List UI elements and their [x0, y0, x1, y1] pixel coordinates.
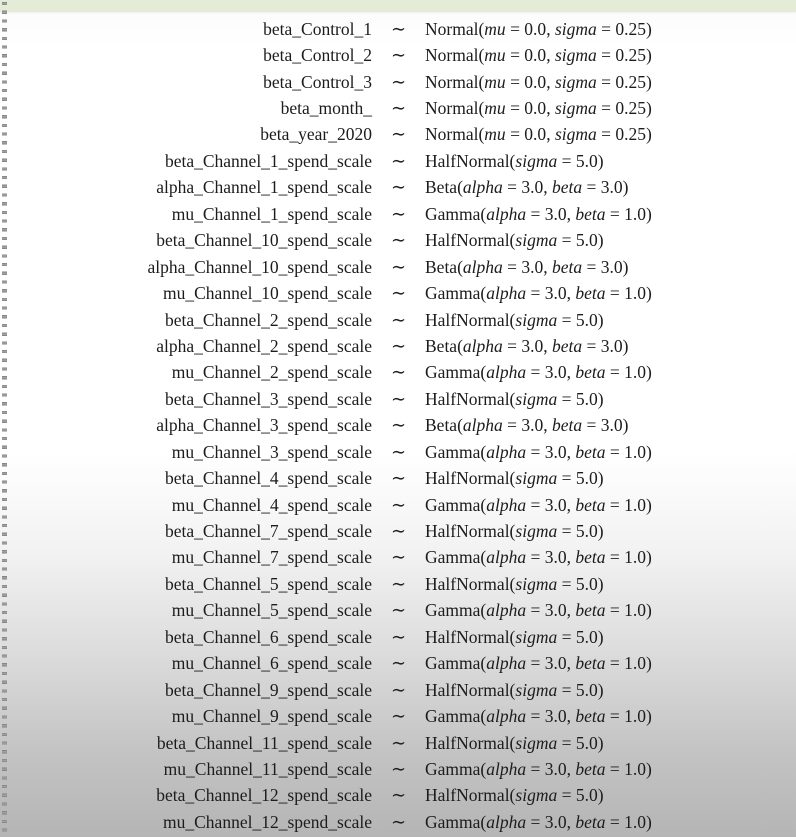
distribution-expression: HalfNormal(sigma = 5.0)	[425, 150, 604, 171]
distribution-expression: HalfNormal(sigma = 5.0)	[425, 309, 604, 330]
distribution-expression: Beta(alpha = 3.0, beta = 3.0)	[425, 335, 629, 356]
distribution-expression: HalfNormal(sigma = 5.0)	[425, 573, 604, 594]
model-spec-row	[0, 386, 796, 412]
model-spec-row	[0, 16, 796, 42]
variable-name: alpha_Channel_3_spend_scale	[156, 415, 372, 436]
tilde-symbol: ∼	[390, 362, 407, 383]
tilde-symbol: ∼	[390, 494, 407, 515]
variable-name: mu_Channel_4_spend_scale	[171, 494, 372, 515]
variable-name: beta_year_2020	[260, 124, 372, 145]
variable-name: beta_Channel_3_spend_scale	[164, 388, 372, 409]
distribution-expression: Normal(mu = 0.0, sigma = 0.25)	[425, 98, 652, 119]
model-spec-row	[0, 624, 796, 650]
distribution-expression: HalfNormal(sigma = 5.0)	[425, 388, 604, 409]
tilde-symbol: ∼	[390, 547, 407, 568]
distribution-expression: HalfNormal(sigma = 5.0)	[425, 521, 604, 542]
model-spec-row	[0, 703, 796, 729]
model-spec-row	[0, 254, 796, 280]
model-spec-row	[0, 333, 796, 359]
model-spec-row	[0, 95, 796, 121]
variable-name: beta_Channel_11_spend_scale	[156, 732, 372, 753]
tilde-symbol: ∼	[390, 18, 407, 39]
distribution-expression: Gamma(alpha = 3.0, beta = 1.0)	[425, 706, 652, 727]
variable-name: mu_Channel_10_spend_scale	[163, 283, 372, 304]
tilde-symbol: ∼	[390, 388, 407, 409]
model-spec-row	[0, 307, 796, 333]
variable-name: mu_Channel_12_spend_scale	[163, 811, 372, 832]
variable-name: mu_Channel_11_spend_scale	[163, 758, 372, 779]
distribution-expression: Normal(mu = 0.0, sigma = 0.25)	[425, 45, 652, 66]
variable-name: beta_Channel_4_spend_scale	[164, 468, 372, 489]
tilde-symbol: ∼	[390, 521, 407, 542]
model-spec-list	[0, 16, 796, 836]
tilde-symbol: ∼	[390, 600, 407, 621]
distribution-expression: Gamma(alpha = 3.0, beta = 1.0)	[425, 653, 652, 674]
model-spec-row	[0, 756, 796, 782]
tilde-symbol: ∼	[390, 785, 407, 806]
tilde-symbol: ∼	[390, 811, 407, 832]
tilde-symbol: ∼	[390, 177, 407, 198]
tilde-symbol: ∼	[390, 309, 407, 330]
model-spec-row	[0, 175, 796, 201]
model-spec-row	[0, 413, 796, 439]
variable-name: beta_month_	[280, 98, 372, 119]
variable-name: beta_Channel_6_spend_scale	[164, 626, 372, 647]
variable-name: beta_Channel_1_spend_scale	[164, 150, 372, 171]
variable-name: alpha_Channel_2_spend_scale	[156, 335, 372, 356]
tilde-symbol: ∼	[390, 415, 407, 436]
model-spec-row	[0, 122, 796, 148]
tilde-symbol: ∼	[390, 335, 407, 356]
model-spec-row	[0, 730, 796, 756]
variable-name: mu_Channel_5_spend_scale	[171, 600, 372, 621]
model-spec-row	[0, 360, 796, 386]
model-spec-row	[0, 42, 796, 68]
tilde-symbol: ∼	[390, 71, 407, 92]
distribution-expression: Normal(mu = 0.0, sigma = 0.25)	[425, 18, 652, 39]
variable-name: beta_Control_2	[263, 45, 372, 66]
distribution-expression: Gamma(alpha = 3.0, beta = 1.0)	[425, 494, 652, 515]
tilde-symbol: ∼	[390, 98, 407, 119]
model-spec-row	[0, 439, 796, 465]
distribution-expression: Normal(mu = 0.0, sigma = 0.25)	[425, 71, 652, 92]
distribution-expression: Gamma(alpha = 3.0, beta = 1.0)	[425, 441, 652, 462]
model-spec-row	[0, 148, 796, 174]
tilde-symbol: ∼	[390, 283, 407, 304]
variable-name: mu_Channel_2_spend_scale	[171, 362, 372, 383]
distribution-expression: Beta(alpha = 3.0, beta = 3.0)	[425, 256, 629, 277]
tilde-symbol: ∼	[390, 468, 407, 489]
model-spec-row	[0, 571, 796, 597]
distribution-expression: HalfNormal(sigma = 5.0)	[425, 785, 604, 806]
model-spec-row	[0, 598, 796, 624]
model-spec-row	[0, 677, 796, 703]
variable-name: mu_Channel_7_spend_scale	[171, 547, 372, 568]
model-spec-row	[0, 518, 796, 544]
model-spec-row	[0, 783, 796, 809]
model-spec-row	[0, 545, 796, 571]
tilde-symbol: ∼	[390, 626, 407, 647]
distribution-expression: Beta(alpha = 3.0, beta = 3.0)	[425, 415, 629, 436]
tilde-symbol: ∼	[390, 230, 407, 251]
variable-name: mu_Channel_1_spend_scale	[171, 203, 372, 224]
variable-name: alpha_Channel_1_spend_scale	[156, 177, 372, 198]
tilde-symbol: ∼	[390, 573, 407, 594]
variable-name: beta_Control_1	[263, 18, 372, 39]
distribution-expression: HalfNormal(sigma = 5.0)	[425, 679, 604, 700]
tilde-symbol: ∼	[390, 203, 407, 224]
distribution-expression: Gamma(alpha = 3.0, beta = 1.0)	[425, 283, 652, 304]
variable-name: beta_Channel_9_spend_scale	[164, 679, 372, 700]
model-spec-row	[0, 651, 796, 677]
variable-name: beta_Channel_10_spend_scale	[156, 230, 372, 251]
tilde-symbol: ∼	[390, 679, 407, 700]
variable-name: beta_Channel_5_spend_scale	[164, 573, 372, 594]
tilde-symbol: ∼	[390, 124, 407, 145]
variable-name: mu_Channel_3_spend_scale	[171, 441, 372, 462]
top-green-bar	[0, 0, 796, 12]
tilde-symbol: ∼	[390, 441, 407, 462]
distribution-expression: HalfNormal(sigma = 5.0)	[425, 468, 604, 489]
variable-name: beta_Channel_7_spend_scale	[164, 521, 372, 542]
variable-name: mu_Channel_6_spend_scale	[171, 653, 372, 674]
variable-name: beta_Control_3	[263, 71, 372, 92]
variable-name: beta_Channel_12_spend_scale	[156, 785, 372, 806]
model-spec-row	[0, 465, 796, 491]
distribution-expression: HalfNormal(sigma = 5.0)	[425, 732, 604, 753]
model-spec-row	[0, 492, 796, 518]
tilde-symbol: ∼	[390, 732, 407, 753]
model-spec-row	[0, 809, 796, 835]
distribution-expression: Normal(mu = 0.0, sigma = 0.25)	[425, 124, 652, 145]
model-spec-row	[0, 280, 796, 306]
distribution-expression: Gamma(alpha = 3.0, beta = 1.0)	[425, 758, 652, 779]
distribution-expression: Beta(alpha = 3.0, beta = 3.0)	[425, 177, 629, 198]
distribution-expression: Gamma(alpha = 3.0, beta = 1.0)	[425, 547, 652, 568]
tilde-symbol: ∼	[390, 758, 407, 779]
tilde-symbol: ∼	[390, 706, 407, 727]
tilde-symbol: ∼	[390, 256, 407, 277]
distribution-expression: HalfNormal(sigma = 5.0)	[425, 626, 604, 647]
variable-name: beta_Channel_2_spend_scale	[164, 309, 372, 330]
model-spec-row	[0, 69, 796, 95]
distribution-expression: HalfNormal(sigma = 5.0)	[425, 230, 604, 251]
distribution-expression: Gamma(alpha = 3.0, beta = 1.0)	[425, 600, 652, 621]
variable-name: mu_Channel_9_spend_scale	[171, 706, 372, 727]
model-spec-row	[0, 201, 796, 227]
tilde-symbol: ∼	[390, 653, 407, 674]
distribution-expression: Gamma(alpha = 3.0, beta = 1.0)	[425, 203, 652, 224]
tilde-symbol: ∼	[390, 45, 407, 66]
model-spec-row	[0, 228, 796, 254]
distribution-expression: Gamma(alpha = 3.0, beta = 1.0)	[425, 811, 652, 832]
tilde-symbol: ∼	[390, 150, 407, 171]
distribution-expression: Gamma(alpha = 3.0, beta = 1.0)	[425, 362, 652, 383]
variable-name: alpha_Channel_10_spend_scale	[147, 256, 372, 277]
